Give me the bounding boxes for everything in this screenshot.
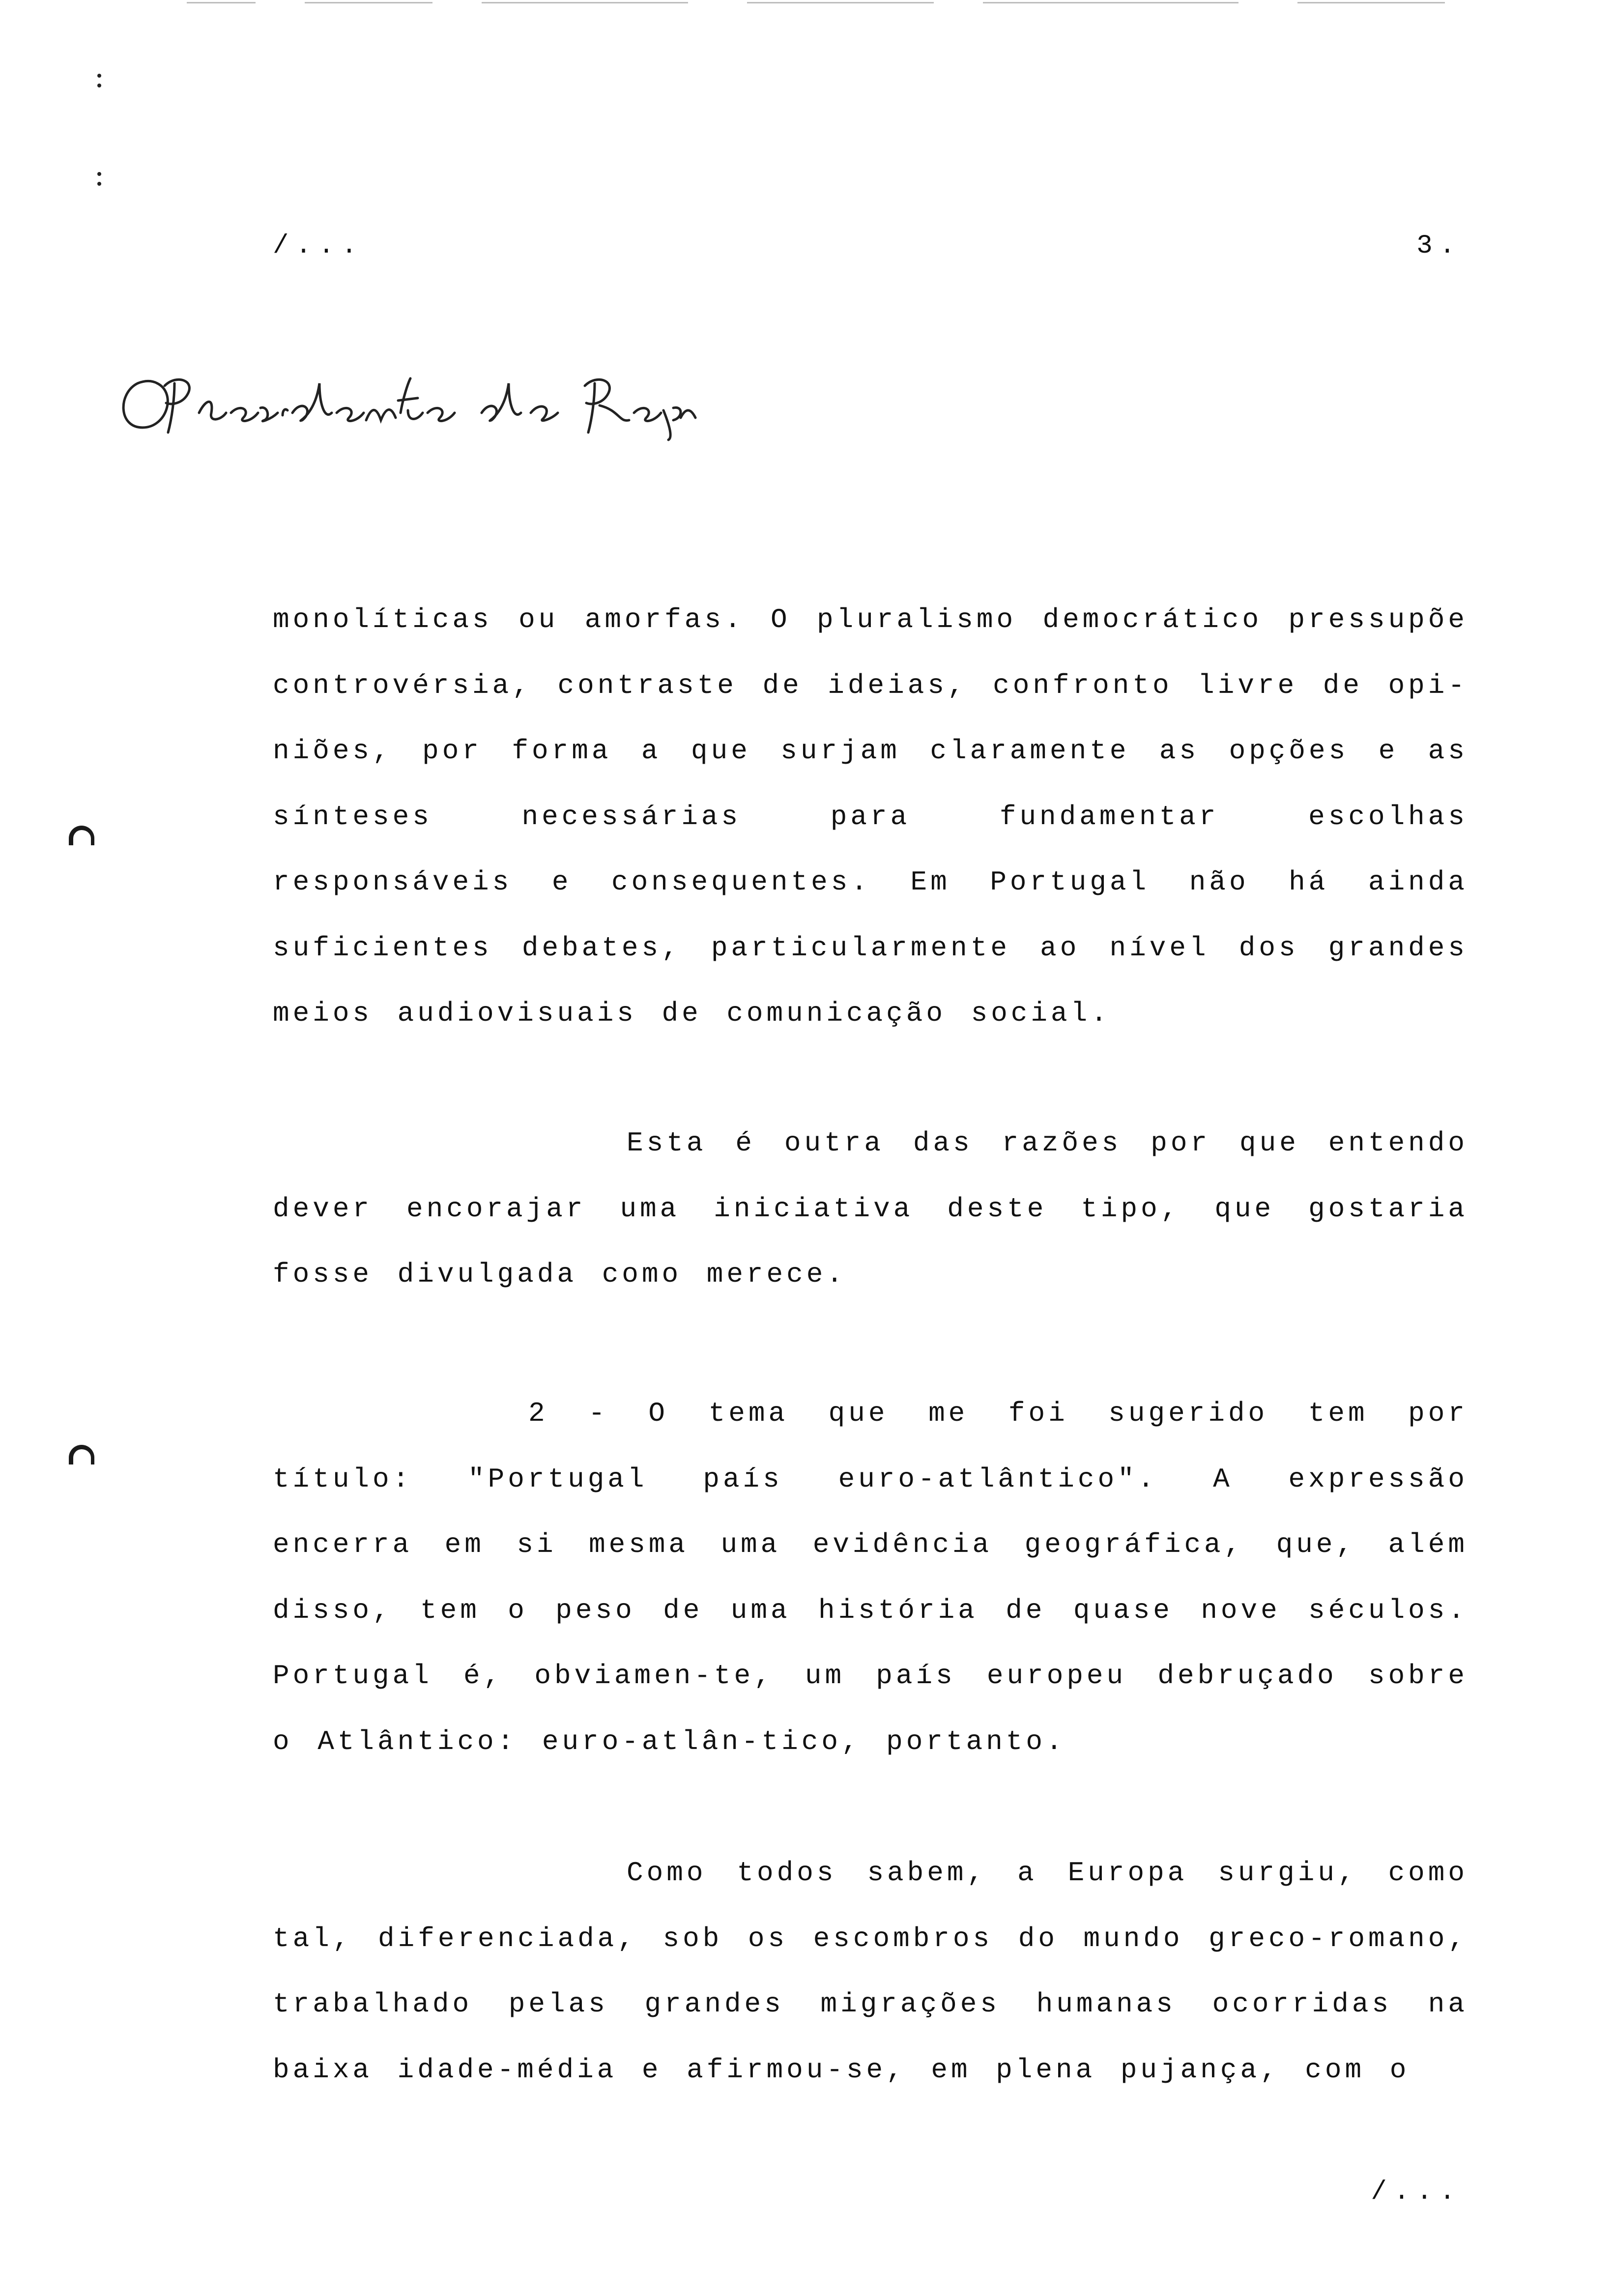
binding-mark [97, 172, 102, 192]
letterhead-script [108, 364, 698, 442]
paragraph-1: monolíticas ou amorfas. O pluralismo democrático pressupõe controvérsia, contraste de ideias, confronto livre de opi-niões, por forma a que surjam claramente as opções e as sínteses necessárias para fundamentar escolhas responsáveis e consequentes. Em Portugal não há ainda suficientes debates, particularmente ao nível dos grandes meios audiovisuais de comunicação social. [273, 604, 1468, 1029]
binding-mark [97, 74, 102, 93]
paragraph-4-text: Como todos sabem, a Europa surgiu, como tal, diferenciada, sob os escombros do mundo greco-romano, trabalhado pelas grandes migrações humanas ocorridas na baixa idade-média e afirmou-se, em plena pujança, com o [273, 1857, 1468, 2086]
page-number: 3. [1416, 231, 1462, 261]
paragraph-4 [273, 1840, 1468, 2103]
scan-edge-marks [0, 0, 1612, 10]
footer-continuation: /... [1371, 2177, 1462, 2207]
punch-hole-mark [69, 826, 94, 845]
paragraph-3 [273, 1381, 1468, 1775]
paragraph-2-text: Esta é outra das razões por que entendo dever encorajar uma iniciativa deste tipo, que gostaria fosse divulgada como merece. [273, 1127, 1468, 1290]
paragraph-2 [273, 1111, 1468, 1308]
header-continuation: /... [273, 231, 364, 261]
punch-hole-mark [69, 1445, 94, 1464]
paragraph-3-text: 2 - O tema que me foi sugerido tem por título: "Portugal país euro-atlântico". A expressão encerra em si mesma uma evidência geográfica, que, além disso, tem o peso de uma história de quase nove séculos. Portugal é, obviamen-te, um país europeu debruçado sobre o Atlântico: euro-atlân-tico, portanto. [273, 1398, 1468, 1757]
